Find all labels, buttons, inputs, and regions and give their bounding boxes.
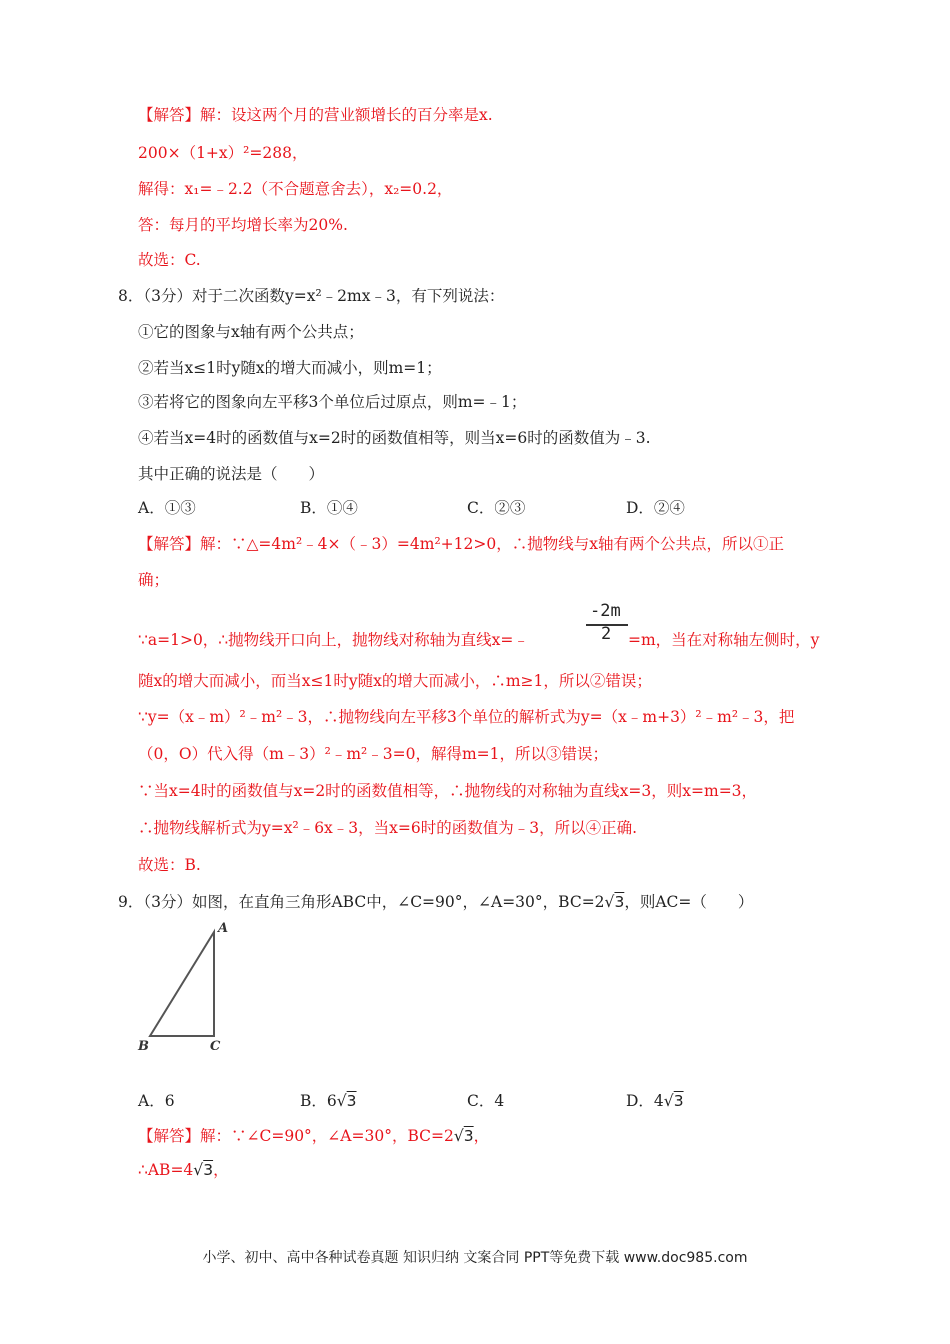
q8-answer-line-2: 确；: [138, 571, 170, 589]
q9-answer-line-1: [138, 1126, 489, 1146]
q9-option-a-label: A．6: [138, 1092, 175, 1110]
q9-option-c-label: C．4: [467, 1092, 505, 1110]
q8-answer-line-1: 【解答】解：∵△=4m²﹣4×（﹣3）=4m²+12>0，∴抛物线与x轴有两个公共点，所以①正: [138, 535, 784, 553]
q8-stem: 8．（3分）对于二次函数y=x²﹣2mx﹣3，有下列说法：: [118, 287, 505, 305]
q8-option-a: A．①③: [138, 499, 196, 517]
q9-stem-post: ，则AC=（ ）: [624, 893, 754, 911]
q8-ask: 其中正确的说法是（ ）: [138, 465, 325, 483]
q8-answer-line-5: ∵y=（x﹣m）²﹣m²﹣3，∴抛物线向左平移3个单位的解析式为y=（x﹣m+3）²﹣m²﹣3，把: [138, 708, 795, 726]
right-triangle-figure: [130, 918, 240, 1058]
prev-answer-line-1: 【解答】解：设这两个月的营业额增长的百分率是x.: [138, 106, 493, 124]
q8-statement-3: ③若将它的图象向左平移3个单位后过原点，则m=﹣1；: [138, 393, 527, 411]
q8-answer-line-9: 故选：B.: [138, 856, 201, 874]
q9-option-b: [300, 1091, 357, 1111]
q8-option-d: D．②④: [626, 499, 685, 517]
vertex-label-a: A: [218, 921, 229, 936]
prev-answer-line-5: 故选：C.: [138, 251, 201, 269]
q9-option-d-radicand: 3: [673, 1092, 684, 1110]
q9-option-a: [138, 1091, 175, 1111]
q9-option-c: [467, 1091, 504, 1111]
q9-answer-line-2: [138, 1160, 229, 1180]
q9-option-d-label: D．4: [626, 1092, 664, 1110]
q9-answer-line-1-pre: 【解答】解：∵∠C=90°，∠A=30°，BC=2: [138, 1127, 454, 1145]
q8-answer-line-3-post: =m，当在对称轴左侧时，y: [628, 631, 820, 649]
q9-stem-pre: 9．（3分）如图，在直角三角形ABC中，∠C=90°，∠A=30°，BC=2: [118, 893, 605, 911]
prev-answer-line-2: 200×（1+x）²=288，: [138, 144, 308, 162]
q8-answer-line-8: ∴抛物线解析式为y=x²﹣6x﹣3，当x=6时的函数值为﹣3，所以④正确.: [138, 819, 638, 837]
page-footer: 小学、初中、高中各种试卷真题 知识归纳 文案合同 PPT等免费下载 www.doc985.com: [202, 1250, 748, 1266]
sqrt-sign-icon: √: [604, 893, 615, 911]
q8-statement-1: ①它的图象与x轴有两个公共点；: [138, 323, 364, 341]
q8-option-c: C．②③: [467, 499, 526, 517]
q9-answer-line-2-post: ，: [213, 1161, 229, 1179]
sqrt-sign-icon: √: [336, 1092, 347, 1110]
q9-answer-radicand-1: 3: [463, 1127, 474, 1145]
prev-answer-line-3: 解得：x₁=﹣2.2（不合题意舍去），x₂=0.2，: [138, 180, 453, 198]
q8-statement-4: ④若当x=4时的函数值与x=2时的函数值相等，则当x=6时的函数值为﹣3.: [138, 429, 651, 447]
q8-statement-2: ②若当x≤1时y随x的增大而减小，则m=1；: [138, 359, 442, 377]
q9-answer-line-2-pre: ∴AB=4: [138, 1161, 194, 1179]
q9-stem-radicand: 3: [614, 893, 625, 911]
q8-answer-line-7: ∵当x=4时的函数值与x=2时的函数值相等，∴抛物线的对称轴为直线x=3，则x=m=3，: [138, 782, 758, 800]
q8-answer-line-4: 随x的增大而减小，而当x≤1时y随x的增大而减小，∴m≥1，所以②错误；: [138, 672, 652, 690]
sqrt-sign-icon: √: [663, 1092, 674, 1110]
q9-option-b-label: B．6: [300, 1092, 337, 1110]
vertex-label-c: C: [210, 1039, 221, 1054]
q8-answer-line-6: （0，O）代入得（m﹣3）²﹣m²﹣3=0，解得m=1，所以③错误；: [138, 745, 609, 763]
fraction-numerator: -2m: [590, 601, 621, 621]
sqrt-sign-icon: √: [453, 1127, 464, 1145]
q9-option-b-radicand: 3: [346, 1092, 357, 1110]
fraction-denominator: 2: [601, 624, 612, 644]
triangle-abc: [150, 932, 214, 1036]
q9-answer-radicand-2: 3: [203, 1161, 214, 1179]
vertex-label-b: B: [138, 1039, 149, 1054]
q8-option-b: B．①④: [300, 499, 358, 517]
q8-answer-line-3-pre: ∵a=1>0，∴抛物线开口向上，抛物线对称轴为直线x=﹣: [138, 631, 529, 649]
prev-answer-line-4: 答：每月的平均增长率为20%.: [138, 216, 348, 234]
q9-answer-line-1-post: ，: [473, 1127, 490, 1145]
q9-option-d: [626, 1091, 684, 1111]
sqrt-sign-icon: √: [193, 1161, 204, 1179]
q9-stem: [118, 892, 753, 912]
